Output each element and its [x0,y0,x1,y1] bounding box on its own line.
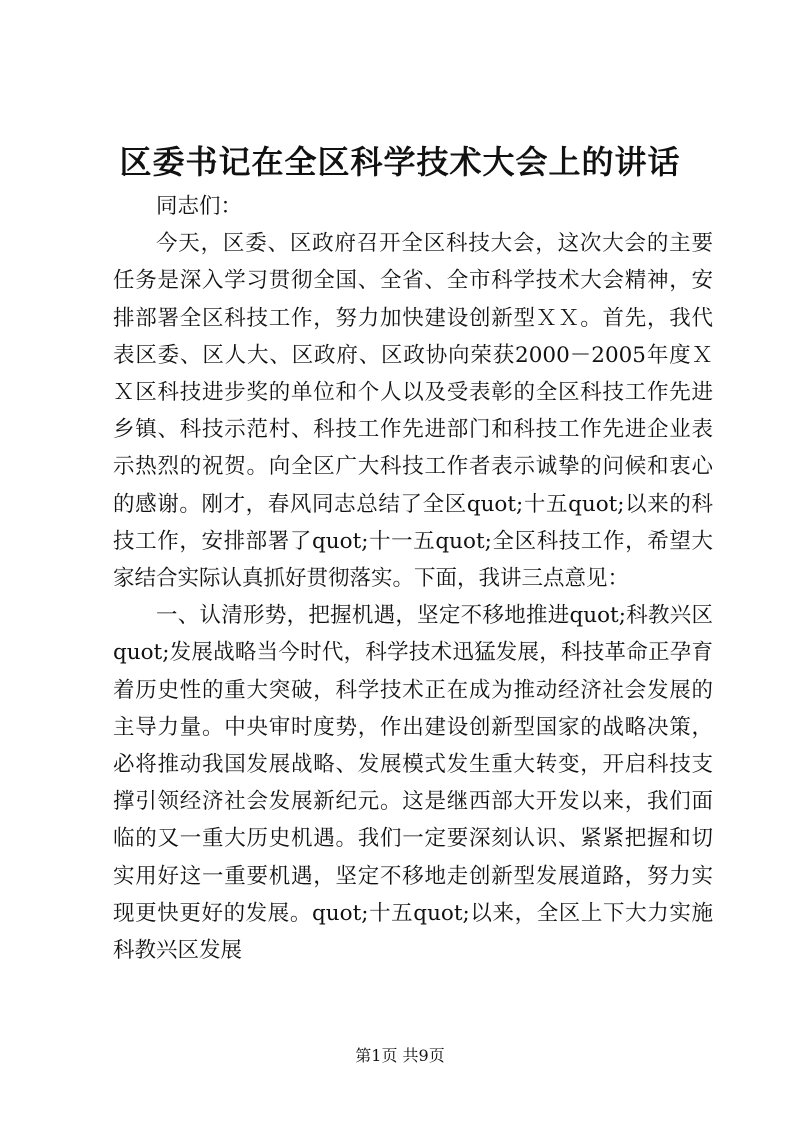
document-body [113,188,713,969]
salutation-paragraph: 同志们： [156,194,243,219]
page-number-footer: 第1页 共9页 [355,1046,445,1065]
body-paragraph-section-one: 一、认清形势，把握机遇，坚定不移地推进quot;科教兴区quot;发展战略当今时代，科学技术迅猛发展，科技革命正孕育着历史性的重大突破，科学技术正在成为推动经济社会发展的主导力量。中央审时度势，作出建设创新型国家的战略决策，必将推动我国发展战略、发展模式发生重大转变，开启科技支撑引领经济社会发展新纪元。这是继西部大开发以来，我们面临的又一重大历史机遇。我们一定要深刻认识、紧紧把握和切实用好这一重要机遇，坚定不移地走创新型发展道路，努力实现更快更好的发展。quot;十五quot;以来，全区上下大力实施科教兴区发展 [113,603,713,964]
body-paragraph-opening: 今天，区委、区政府召开全区科技大会，这次大会的主要任务是深入学习贯彻全国、全省、全市科学技术大会精神，安排部署全区科技工作，努力加快建设创新型ＸＸ。首先，我代表区委、区人大、区政府、区政协向荣获2000－2005年度ＸＸ区科技进步奖的单位和个人以及受表彰的全区科技工作先进乡镇、科技示范村、科技工作先进部门和科技工作先进企业表示热烈的祝贺。向全区广大科技工作者表示诚挚的问候和衷心的感谢。刚才，春风同志总结了全区quot;十五quot;以来的科技工作，安排部署了quot;十一五quot;全区科技工作，希望大家结合实际认真抓好贯彻落实。下面，我讲三点意见： [113,231,713,592]
document-title: 区委书记在全区科学技术大会上的讲话 [119,143,681,181]
